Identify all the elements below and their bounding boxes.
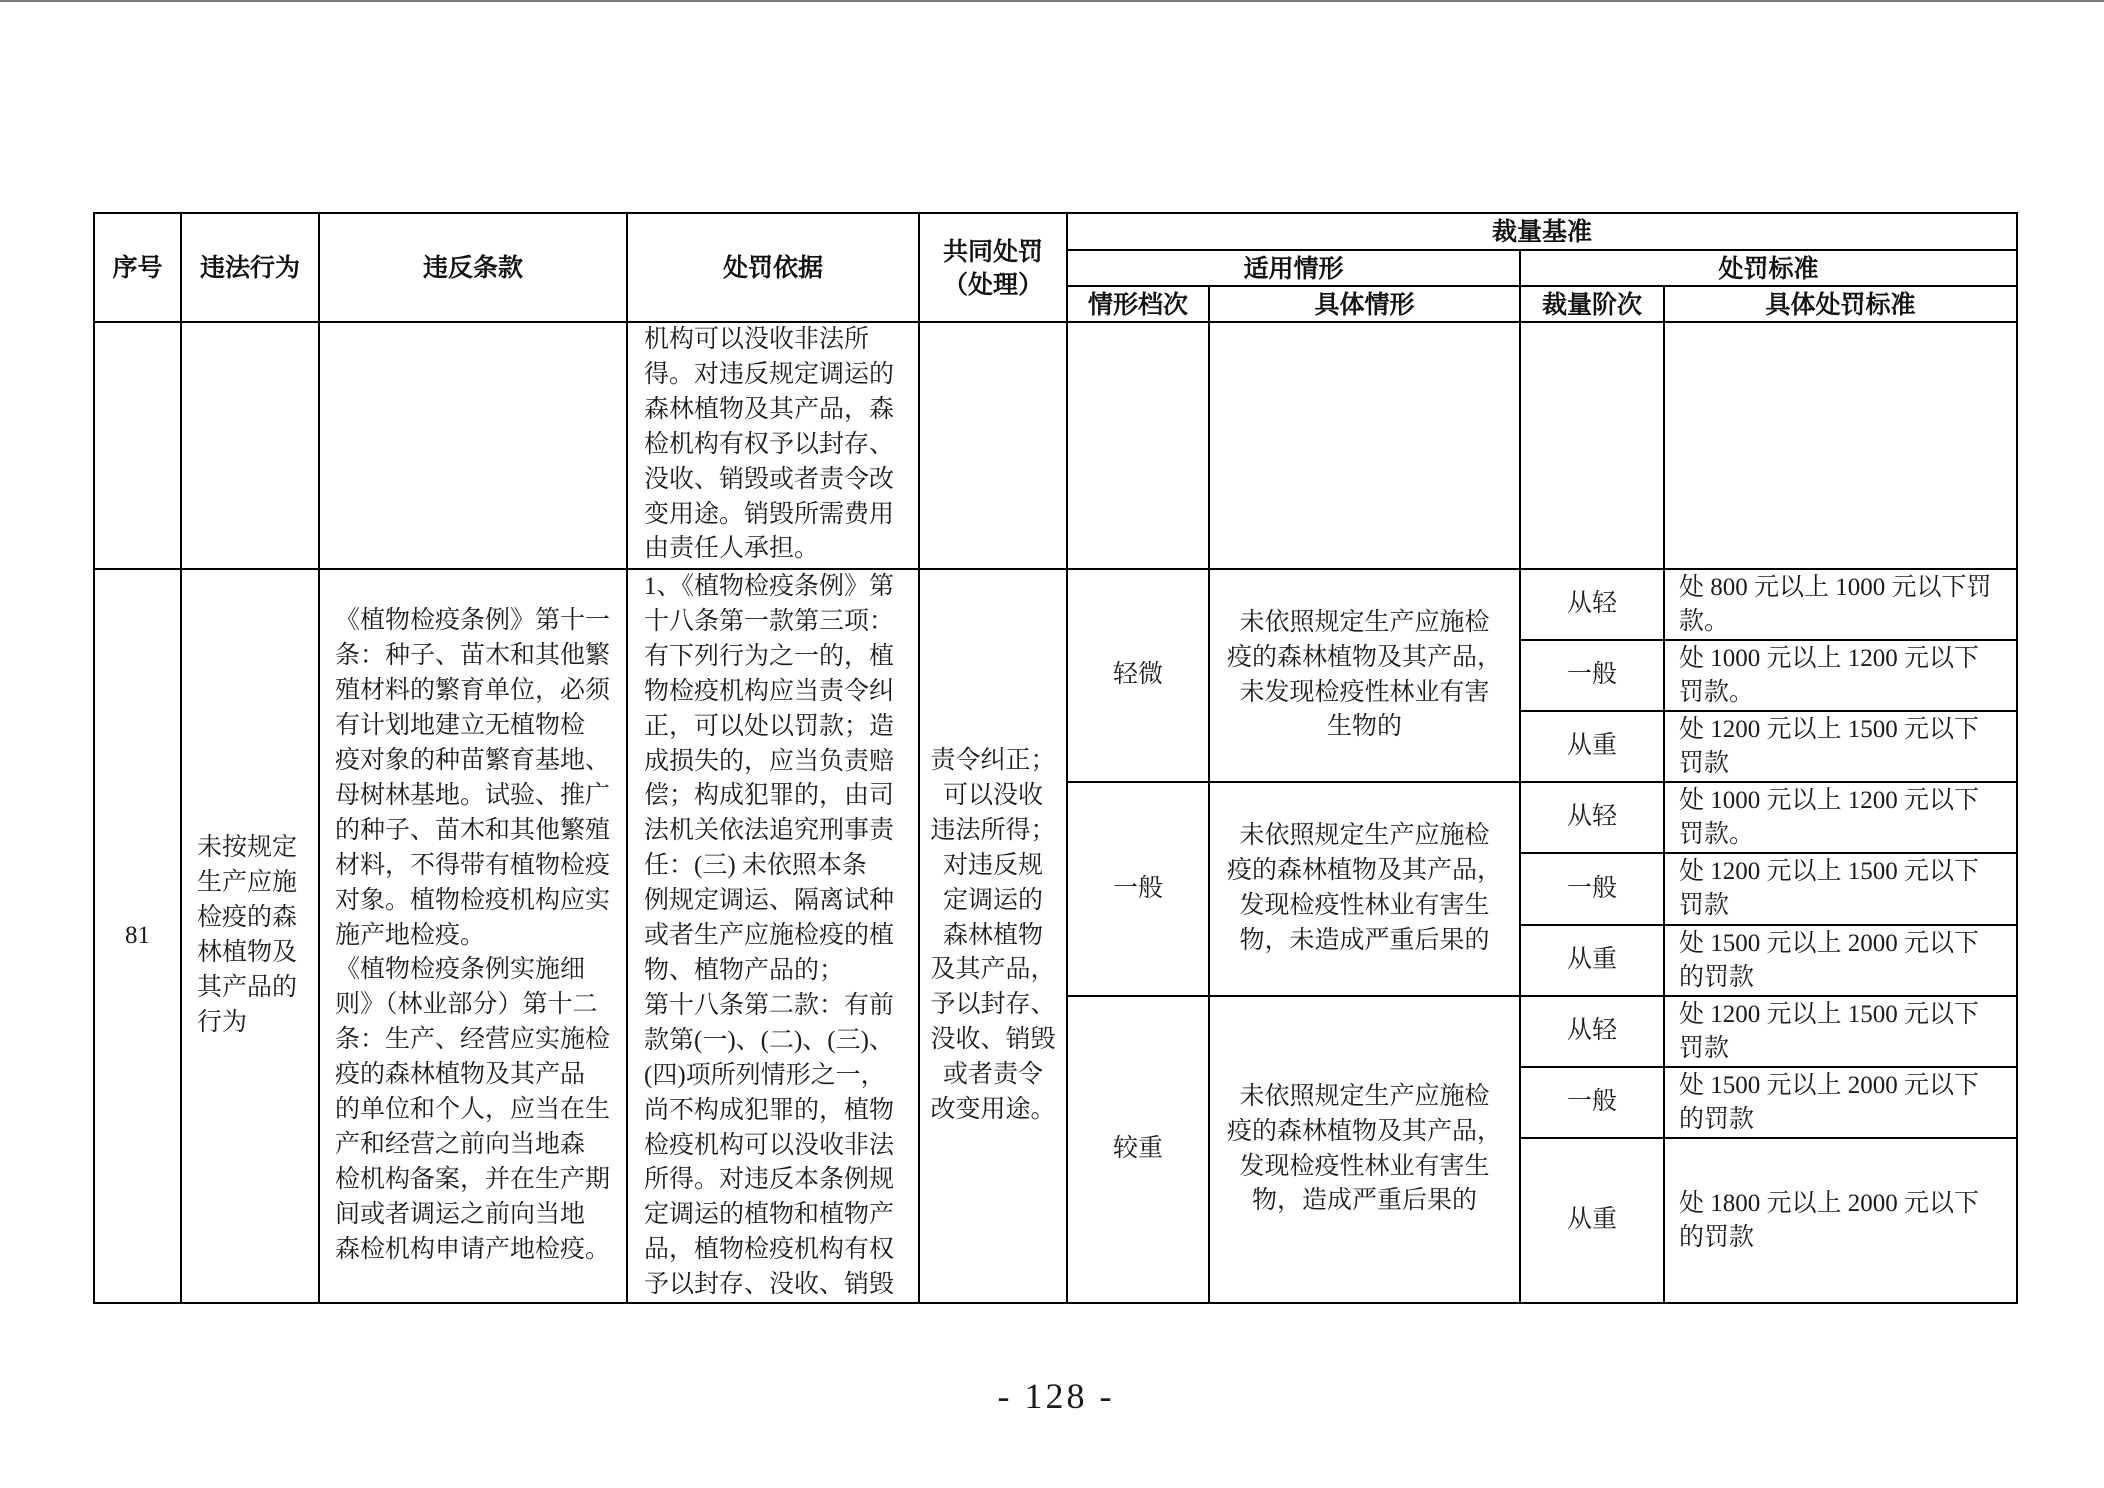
text-line: 处 1500 元以上 2000 元以下 xyxy=(1679,1071,1980,1099)
text-line: 发现检疫性林业有害生 xyxy=(1239,892,1490,919)
text-line: 检机构备案，并在生产期 xyxy=(335,1165,611,1193)
text-line: 物检疫机构应当责令纠 xyxy=(644,677,895,705)
text-line: 的单位和个人，应当在生 xyxy=(335,1096,611,1124)
discretion-grade: 从重 xyxy=(1521,712,1663,781)
row-81-seq: 81 xyxy=(95,570,180,1302)
text-line: 予以封存、 xyxy=(930,991,1056,1019)
text-line: 处 1000 元以上 1200 元以下 xyxy=(1679,644,1980,672)
continued-behavior-cell xyxy=(182,323,318,568)
text-line: 《植物检疫条例实施细 xyxy=(335,956,586,984)
text-line: 未依照规定生产应施检 xyxy=(1239,822,1490,850)
text-line: 1、《植物检疫条例》第 xyxy=(644,573,895,600)
text-line: 对象。植物检疫机构应实 xyxy=(335,886,611,914)
discretion-grade: 一般 xyxy=(1521,641,1663,710)
text-line: (四)项所列情形之一， xyxy=(644,1061,886,1089)
header-situation-level: 情形档次 xyxy=(1068,287,1208,321)
text-line: 森检机构申请产地检疫。 xyxy=(335,1235,611,1263)
row-81-penalty-basis xyxy=(628,570,918,1302)
text-line: 任：(三) 未依照本条 xyxy=(644,852,867,880)
text-line: 没收、销毁 xyxy=(930,1026,1056,1054)
text-line: 由责任人承担。 xyxy=(644,535,820,563)
text-line: 及其产品， xyxy=(930,956,1056,984)
text-line: 未依照规定生产应施检 xyxy=(1239,1082,1490,1110)
row-81-behavior xyxy=(182,570,318,1302)
text-line: 未依照规定生产应施检 xyxy=(1239,608,1490,636)
continued-grade-cell xyxy=(1521,323,1663,568)
header-common-penalty xyxy=(920,214,1066,321)
discretion-grade: 一般 xyxy=(1521,1068,1663,1137)
text-line: 罚款 xyxy=(1679,749,1730,777)
text-line: 疫对象的种苗繁育基地、 xyxy=(335,747,611,775)
text-line: 条：生产、经营应实施检 xyxy=(335,1026,611,1054)
header-behavior: 违法行为 xyxy=(182,214,318,321)
text-line: 产和经营之前向当地森 xyxy=(335,1130,586,1158)
text-line: 疫的森林植物及其产品， xyxy=(1226,1117,1502,1145)
header-specific-situation: 具体情形 xyxy=(1210,287,1519,321)
penalty-standard xyxy=(1665,783,2016,852)
situation-level-serious: 较重 xyxy=(1068,997,1208,1302)
text-line: 处 1200 元以上 1500 元以下 xyxy=(1679,858,1980,885)
header-penalty-standard: 处罚标准 xyxy=(1521,251,2016,285)
text-line: 第十八条第二款：有前 xyxy=(644,991,895,1019)
text-line: 未按规定 xyxy=(197,834,298,862)
continued-common-penalty-cell xyxy=(920,323,1066,568)
penalty-standard xyxy=(1665,1068,2016,1137)
text-line: 则》（林业部分）第十二 xyxy=(335,991,598,1019)
text-line: 未发现检疫性林业有害 xyxy=(1239,678,1490,706)
text-line: 施产地检疫。 xyxy=(335,921,486,949)
header-discretion-level: 裁量阶次 xyxy=(1521,287,1663,321)
text-line: 森林植物 xyxy=(942,921,1043,949)
continued-penalty-basis-cell xyxy=(628,323,918,568)
continued-situation-cell xyxy=(1210,323,1519,568)
text-line: 得。对违反规定调运的 xyxy=(644,360,895,388)
text-line: 生物的 xyxy=(1326,713,1402,741)
text-line: 其产品的 xyxy=(197,973,298,1001)
penalty-standard xyxy=(1665,997,2016,1066)
text-line: 法机关依法追究刑事责 xyxy=(644,817,895,845)
text-line: 偿；构成犯罪的，由司 xyxy=(644,782,895,810)
text-line: 行为 xyxy=(197,1008,248,1036)
text-line: 物、植物产品的； xyxy=(644,956,845,984)
text-line: 变用途。销毁所需费用 xyxy=(644,500,895,528)
text-line: 有计划地建立无植物检 xyxy=(335,712,586,740)
text-line: 的罚款 xyxy=(1679,1223,1755,1251)
text-line: 物，未造成严重后果的 xyxy=(1239,926,1490,954)
text-line: 处 1200 元以上 1500 元以下 xyxy=(1679,715,1980,743)
text-line: 或者生产应施检疫的植 xyxy=(644,922,895,950)
situation-level-minor: 轻微 xyxy=(1068,570,1208,781)
discretion-grade: 从轻 xyxy=(1521,783,1663,852)
text-line: 没收、销毁或者责令改 xyxy=(644,465,895,493)
text-line: 疫的森林植物及其产品， xyxy=(1226,857,1502,885)
continued-seq-cell xyxy=(95,323,180,568)
text-line: 疫的森林植物及其产品， xyxy=(1226,643,1502,671)
continued-level-cell xyxy=(1068,323,1208,568)
header-violated-clause: 违反条款 xyxy=(320,214,626,321)
header-specific-penalty-standard: 具体处罚标准 xyxy=(1665,287,2016,321)
text-line: 的罚款 xyxy=(1679,963,1755,991)
text-line: 予以封存、没收、销毁 xyxy=(644,1271,895,1299)
text-line: 定调运的 xyxy=(942,886,1043,914)
text-line: 处 1500 元以上 2000 元以下 xyxy=(1679,929,1980,957)
text-line: 处 800 元以上 1000 元以下罚 xyxy=(1679,573,1992,601)
text-line: 或者责令 xyxy=(942,1061,1043,1089)
row-81-violated-clause xyxy=(320,570,626,1302)
discretion-grade: 从轻 xyxy=(1521,570,1663,639)
header-applicable-situation: 适用情形 xyxy=(1068,251,1519,285)
text-line: 林植物及 xyxy=(197,939,298,966)
text-line: 发现检疫性林业有害生 xyxy=(1239,1152,1490,1180)
text-line: 正，可以处以罚款；造 xyxy=(644,712,895,740)
situation-description-serious xyxy=(1210,997,1519,1302)
row-81-common-penalty xyxy=(920,570,1066,1302)
continued-standard-cell xyxy=(1665,323,2016,568)
text-line: 罚款。 xyxy=(1679,678,1755,706)
continued-clause-cell xyxy=(320,323,626,568)
situation-level-general: 一般 xyxy=(1068,783,1208,995)
text-line: 处 1200 元以上 1500 元以下 xyxy=(1679,1000,1980,1028)
text-line: 定调运的植物和植物产 xyxy=(644,1201,895,1229)
text-line: 材料，不得带有植物检疫 xyxy=(335,851,611,879)
text-line: 罚款。 xyxy=(1679,820,1755,848)
text-line: 森林植物及其产品，森 xyxy=(644,395,895,423)
situation-description-general xyxy=(1210,783,1519,995)
text-line: 间或者调运之前向当地 xyxy=(335,1200,586,1228)
discretion-grade: 一般 xyxy=(1521,854,1663,924)
text-line: 的种子、苗木和其他繁殖 xyxy=(335,816,611,844)
text-line: 所得。对违反本条例规 xyxy=(644,1166,895,1194)
page-top-rule xyxy=(0,0,2104,2)
penalty-standard xyxy=(1665,641,2016,710)
penalty-standard xyxy=(1665,1139,2016,1302)
text-line: 罚款 xyxy=(1679,892,1730,919)
discretion-grade: 从重 xyxy=(1521,1139,1663,1302)
text-line: 改变用途。 xyxy=(930,1096,1056,1124)
text-line: 疫的森林植物及其产品 xyxy=(335,1061,586,1089)
text-line: 检疫的森 xyxy=(197,904,298,932)
text-line: 有下列行为之一的，植 xyxy=(644,642,895,670)
text-line: 十八条第一款第三项： xyxy=(644,607,895,635)
text-line: 品，植物检疫机构有权 xyxy=(644,1236,895,1264)
discretion-grade: 从轻 xyxy=(1521,997,1663,1066)
text-line: 的罚款 xyxy=(1679,1105,1755,1133)
text-line: 罚款 xyxy=(1679,1034,1730,1062)
header-discretion-standard: 裁量基准 xyxy=(1068,214,2016,249)
text-line: 母树林基地。试验、推广 xyxy=(335,781,611,809)
text-line: 处 1800 元以上 2000 元以下 xyxy=(1679,1189,1980,1217)
text-line: 违法所得； xyxy=(930,816,1056,844)
penalty-standard xyxy=(1665,854,2016,924)
text-line: 款第(一)、(二)、(三)、 xyxy=(644,1026,894,1054)
text-line: 共同处罚 xyxy=(942,236,1043,266)
text-line: 尚不构成犯罪的，植物 xyxy=(644,1096,895,1124)
text-line: 检机构有权予以封存、 xyxy=(644,430,895,458)
text-line: 例规定调运、隔离试种 xyxy=(644,887,895,915)
discretion-standard-table xyxy=(93,212,2018,1304)
text-line: （处理） xyxy=(942,269,1043,299)
situation-description-minor xyxy=(1210,570,1519,781)
text-line: 殖材料的繁育单位，必须 xyxy=(335,677,611,705)
text-line: 检疫机构可以没收非法 xyxy=(644,1131,895,1159)
text-line: 成损失的，应当负责赔 xyxy=(644,747,895,775)
text-line: 处 1000 元以上 1200 元以下 xyxy=(1679,786,1980,814)
text-line: 款。 xyxy=(1679,607,1730,635)
text-line: 可以没收 xyxy=(942,781,1043,809)
penalty-standard xyxy=(1665,926,2016,995)
discretion-grade: 从重 xyxy=(1521,926,1663,995)
text-line: 机构可以没收非法所 xyxy=(644,326,870,353)
text-line: 生产应施 xyxy=(197,869,298,897)
text-line: 对违反规 xyxy=(942,851,1043,879)
text-line: 物，造成严重后果的 xyxy=(1251,1187,1477,1215)
header-penalty-basis: 处罚依据 xyxy=(628,214,918,321)
text-line: 责令纠正； xyxy=(930,747,1056,775)
text-line: 《植物检疫条例》第十一 xyxy=(335,607,611,635)
penalty-standard xyxy=(1665,712,2016,781)
text-line: 条：种子、苗木和其他繁 xyxy=(335,642,611,670)
page-number: - 128 - xyxy=(997,1376,1115,1416)
penalty-standard xyxy=(1665,570,2016,639)
header-seq: 序号 xyxy=(95,214,180,321)
